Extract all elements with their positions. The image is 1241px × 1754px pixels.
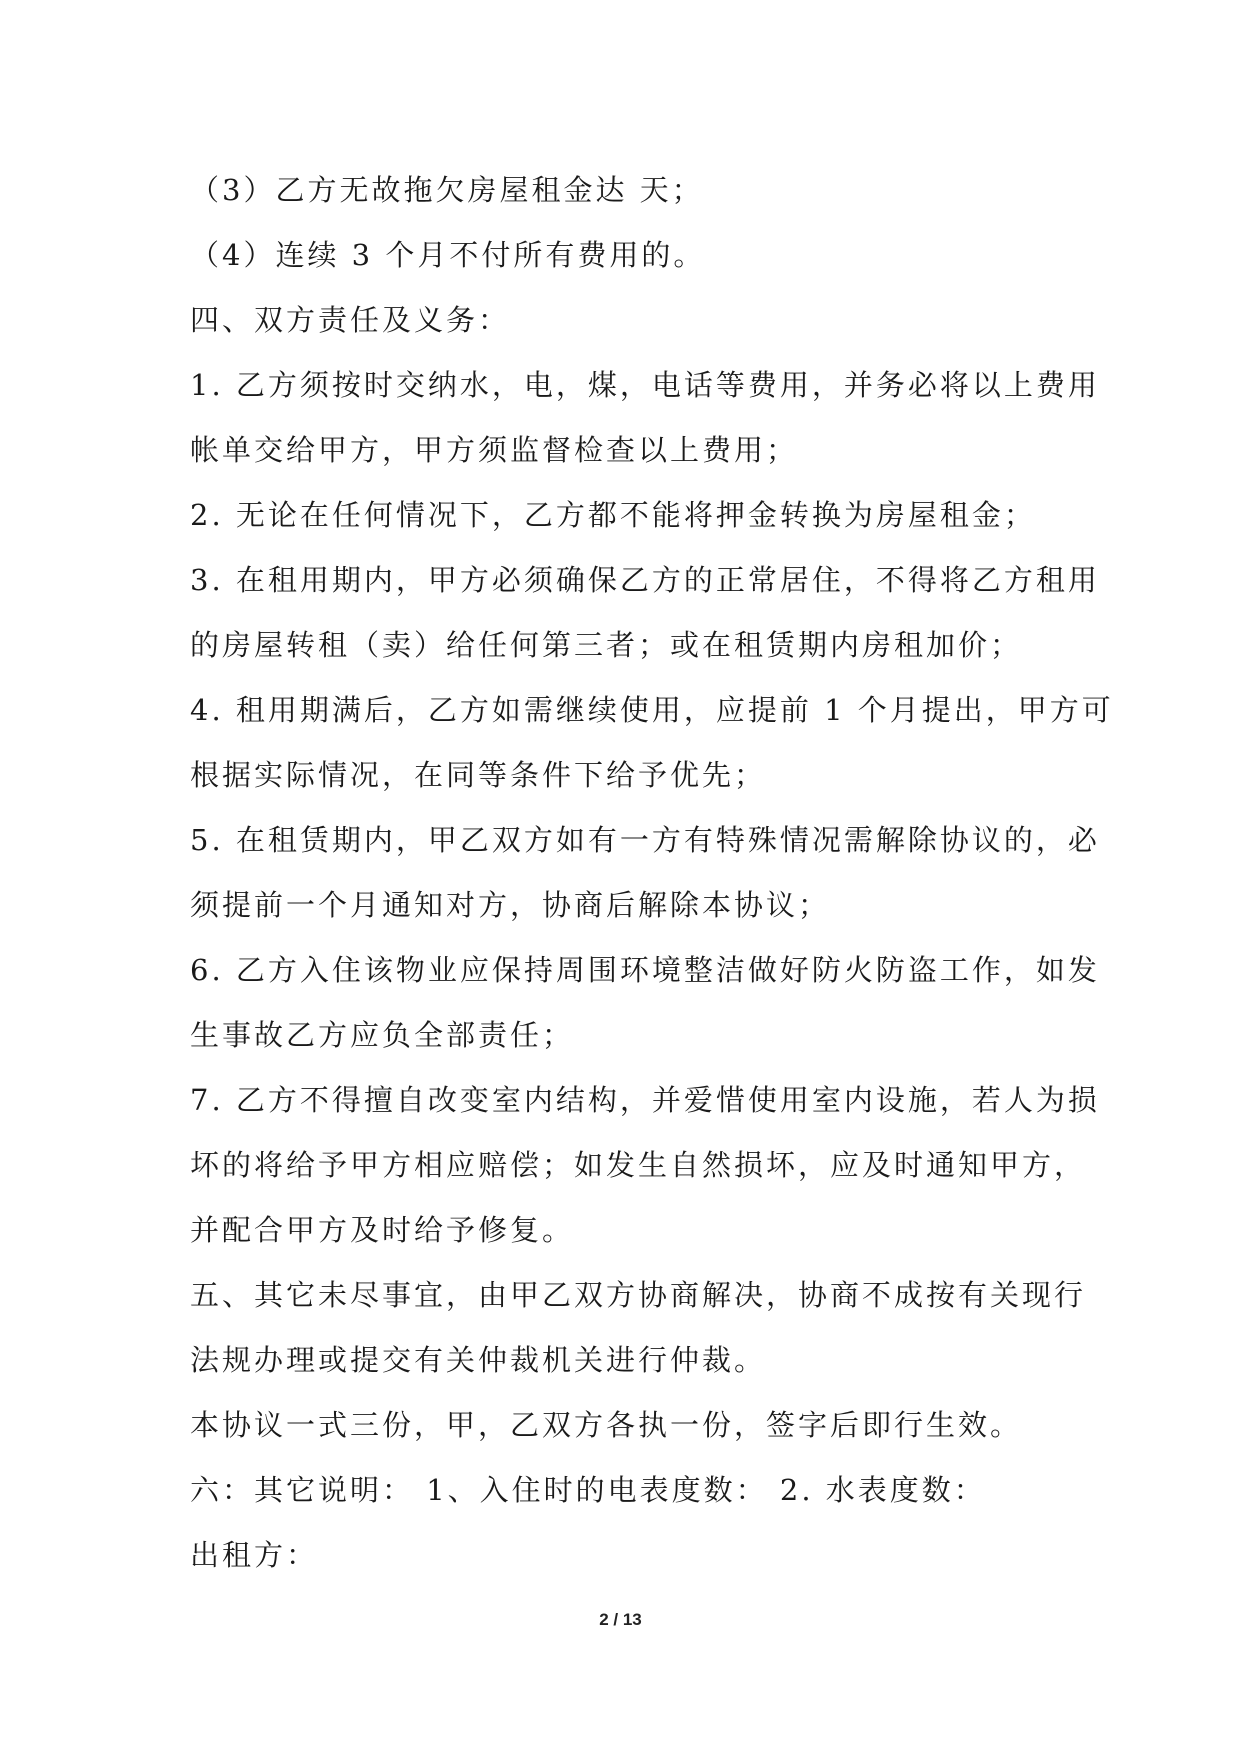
text-line: 本协议一式三份，甲，乙双方各执一份，签字后即行生效。 <box>190 1408 1023 1442</box>
text-line: （4）连续 3 个月不付所有费用的。 <box>190 238 706 272</box>
text-line: 3. 在租用期内，甲方必须确保乙方的正常居住，不得将乙方租用 <box>190 563 1100 597</box>
section-heading: 五、其它未尽事宜，由甲乙双方协商解决，协商不成按有关现行 <box>190 1278 1087 1312</box>
text-line: 4. 租用期满后，乙方如需继续使用，应提前 1 个月提出，甲方可 <box>190 693 1114 727</box>
text-line: 帐单交给甲方，甲方须监督检查以上费用； <box>190 433 799 467</box>
text-line: 根据实际情况，在同等条件下给予优先； <box>190 758 767 792</box>
section-heading: 四、双方责任及义务： <box>190 303 511 337</box>
text-line: 并配合甲方及时给予修复。 <box>190 1213 575 1247</box>
text-line: 须提前一个月通知对方，协商后解除本协议； <box>190 888 831 922</box>
text-line: 六：其它说明： 1、入住时的电表度数： 2. 水表度数： <box>190 1473 986 1507</box>
document-body <box>190 158 1114 1588</box>
text-line: 法规办理或提交有关仲裁机关进行仲裁。 <box>190 1343 767 1377</box>
text-line: 的房屋转租（卖）给任何第三者；或在租赁期内房租加价； <box>190 628 1023 662</box>
text-line: 5. 在租赁期内，甲乙双方如有一方有特殊情况需解除协议的，必 <box>190 823 1100 857</box>
text-line: 出租方： <box>190 1538 319 1572</box>
text-line: 6. 乙方入住该物业应保持周围环境整洁做好防火防盗工作，如发 <box>190 953 1100 987</box>
text-line: 生事故乙方应负全部责任； <box>190 1018 575 1052</box>
page-number: 2 / 13 <box>599 1610 642 1629</box>
text-line: 2. 无论在任何情况下，乙方都不能将押金转换为房屋租金； <box>190 498 1036 532</box>
text-line: 7. 乙方不得擅自改变室内结构，并爱惜使用室内设施，若人为损 <box>190 1083 1100 1117</box>
text-line: 坏的将给予甲方相应赔偿；如发生自然损坏，应及时通知甲方， <box>190 1148 1087 1182</box>
text-line: 1. 乙方须按时交纳水，电，煤，电话等费用，并务必将以上费用 <box>190 368 1100 402</box>
text-line: （3）乙方无故拖欠房屋租金达 天； <box>190 173 704 207</box>
